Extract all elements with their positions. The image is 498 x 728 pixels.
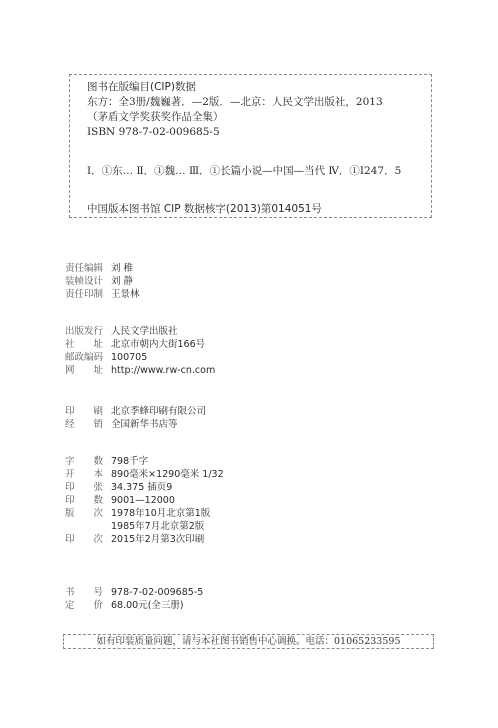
field-label-char: 社 xyxy=(65,339,75,350)
field-value: 9001—12000 xyxy=(111,495,175,506)
field-label xyxy=(65,533,103,546)
field-label xyxy=(65,494,103,507)
field-label xyxy=(65,481,103,494)
field-label: 责任印制 xyxy=(65,289,104,300)
field-label xyxy=(65,599,103,612)
field-label-char: 印 xyxy=(65,482,75,493)
publisher-row xyxy=(65,364,215,377)
field-label xyxy=(65,405,103,418)
field-label-char: 书 xyxy=(65,587,75,598)
field-label: 装帧设计 xyxy=(65,276,104,287)
field-label-char: 销 xyxy=(93,419,103,430)
field-label-char: 版 xyxy=(65,508,75,519)
specs-row xyxy=(65,520,224,533)
field-label xyxy=(65,364,103,377)
field-label xyxy=(65,418,103,431)
field-label-char: 刷 xyxy=(93,406,103,417)
field-label-char: 印 xyxy=(65,495,75,506)
field-value: 北京季蜂印刷有限公司 xyxy=(111,406,207,417)
field-label-char: 经 xyxy=(65,419,75,430)
field-label-char: 址 xyxy=(93,339,103,350)
field-value: 人民文学出版社 xyxy=(111,326,178,337)
field-label xyxy=(65,507,103,520)
field-label: 责任编辑 xyxy=(65,263,104,274)
field-label-char: 数 xyxy=(93,456,103,467)
staff-row xyxy=(65,262,140,275)
field-label xyxy=(65,338,103,351)
printing-info xyxy=(65,405,206,431)
field-value: http://www.rw-cn.com xyxy=(111,365,216,376)
field-label-char: 字 xyxy=(65,456,75,467)
specs-row xyxy=(65,455,224,468)
specs-row xyxy=(65,481,224,494)
field-label-char: 网 xyxy=(65,365,75,376)
cip-bibliographic-line: 东方：全3册/魏巍著．—2版．—北京：人民文学出版社，2013 xyxy=(87,96,383,108)
field-label: 邮政编码 xyxy=(65,352,104,363)
cip-data-box xyxy=(69,74,432,218)
publisher-info xyxy=(65,325,215,377)
cip-isbn: ISBN 978-7-02-009685-5 xyxy=(87,126,220,138)
field-value: 1985年7月北京第2版 xyxy=(111,521,205,532)
publisher-row xyxy=(65,351,215,364)
field-label-char: 次 xyxy=(93,508,103,519)
specs-row xyxy=(65,507,224,520)
field-label-char: 本 xyxy=(93,469,103,480)
field-label-char: 张 xyxy=(93,482,103,493)
field-label xyxy=(65,586,103,599)
field-value: 1978年10月北京第1版 xyxy=(111,508,211,519)
price-row xyxy=(65,599,203,612)
field-label-char: 次 xyxy=(93,534,103,545)
field-value: 刘 静 xyxy=(111,276,134,287)
field-label-char: 数 xyxy=(93,495,103,506)
field-value: 北京市朝内大街166号 xyxy=(111,339,206,350)
specs-row xyxy=(65,494,224,507)
book-specs xyxy=(65,455,224,546)
field-label-char: 印 xyxy=(65,534,75,545)
staff-row xyxy=(65,275,140,288)
field-label: 出版发行 xyxy=(65,326,104,337)
field-value: 王景林 xyxy=(111,289,140,300)
quality-notice: 如有印装质量问题，请与本社图书销售中心调换。电话：01065233595 xyxy=(63,634,434,649)
specs-row xyxy=(65,468,224,481)
field-label xyxy=(65,520,111,533)
cip-classification: Ⅰ．①东… Ⅱ．①魏… Ⅲ．①长篇小说—中国—当代 Ⅳ．①I247．5 xyxy=(87,165,402,177)
field-value: 刘 稚 xyxy=(111,263,134,274)
field-label-char: 开 xyxy=(65,469,75,480)
field-label-char: 价 xyxy=(93,600,103,611)
field-label xyxy=(65,455,103,468)
publisher-row xyxy=(65,338,215,351)
printing-row xyxy=(65,418,206,431)
isbn-price-info xyxy=(65,586,203,612)
specs-row xyxy=(65,533,224,546)
cip-series-line: （茅盾文学奖获奖作品全集） xyxy=(87,111,224,123)
printing-row xyxy=(65,405,206,418)
field-value: 100705 xyxy=(111,352,148,363)
staff-row xyxy=(65,288,140,301)
price-row xyxy=(65,586,203,599)
field-label-char: 印 xyxy=(65,406,75,417)
field-label-char: 定 xyxy=(65,600,75,611)
field-value: 34.375 插页9 xyxy=(111,482,173,493)
field-label xyxy=(65,468,103,481)
publisher-row xyxy=(65,325,215,338)
staff-credits xyxy=(65,262,140,301)
cip-record-number: 中国版本图书馆 CIP 数据核字(2013)第014051号 xyxy=(87,203,322,215)
field-value: 68.00元(全三册) xyxy=(111,600,184,611)
cip-title: 图书在版编目(CIP)数据 xyxy=(87,81,196,93)
field-value: 2015年2月第3次印刷 xyxy=(111,534,205,545)
field-label-char: 址 xyxy=(93,365,103,376)
field-value: 890毫米×1290毫米 1/32 xyxy=(111,469,224,480)
field-value: 978-7-02-009685-5 xyxy=(111,587,204,598)
field-label-char: 号 xyxy=(93,587,103,598)
field-value: 全国新华书店等 xyxy=(111,419,178,430)
field-value: 798千字 xyxy=(111,456,149,467)
